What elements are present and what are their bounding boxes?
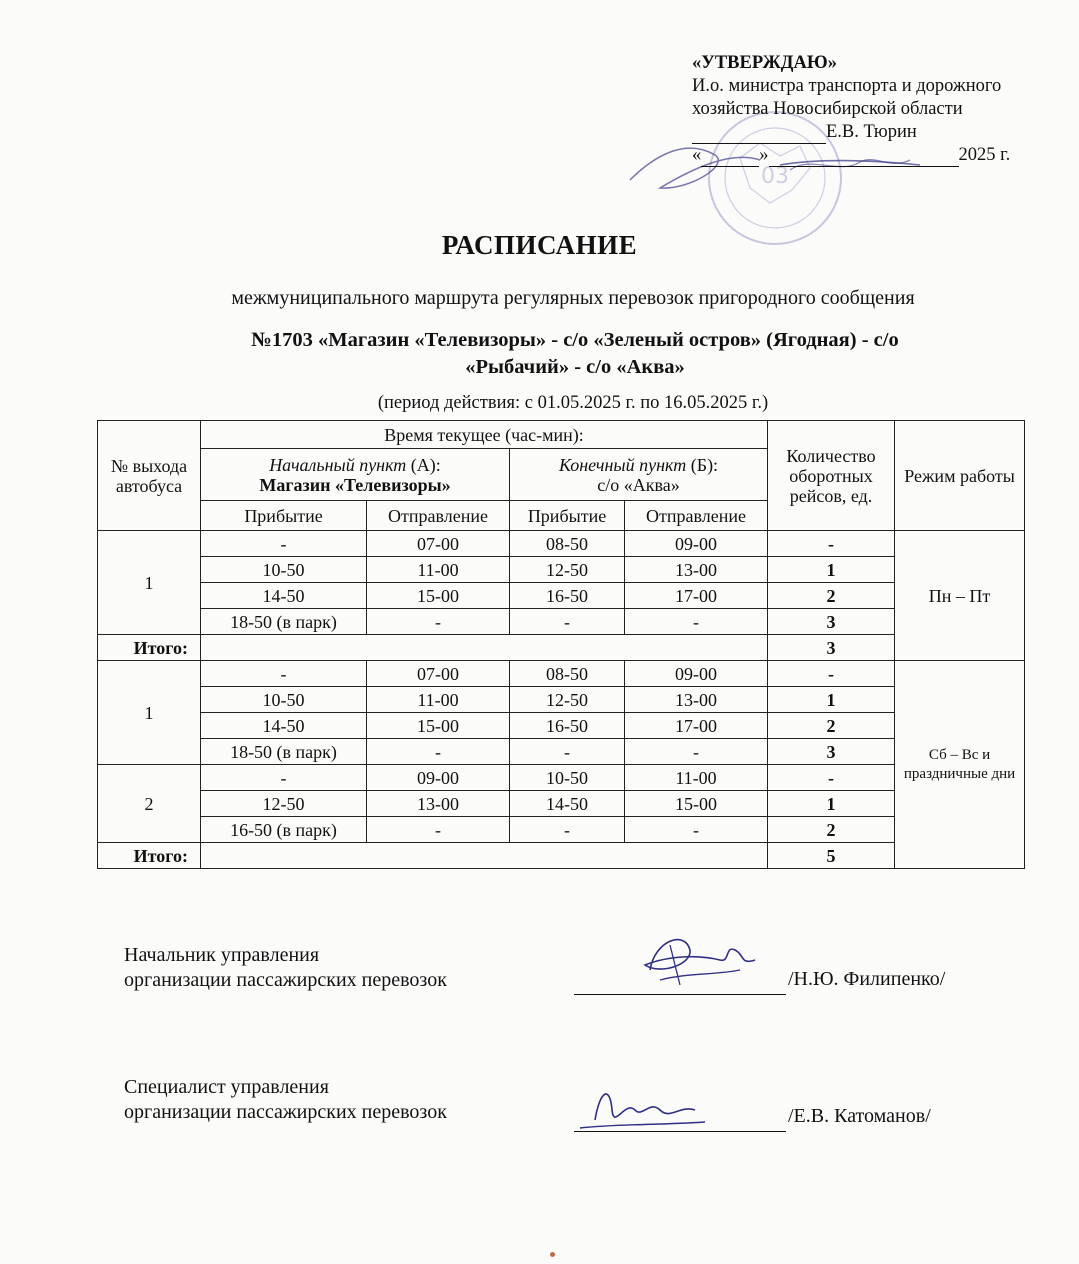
table-cell: 1	[768, 791, 895, 817]
approval-line-2: хозяйства Новосибирской области	[692, 99, 963, 119]
table-cell: 1	[768, 557, 895, 583]
table-cell: 17-00	[625, 583, 768, 609]
table-cell: 15-00	[367, 713, 510, 739]
weekday-exit-number: 1	[98, 531, 201, 635]
signer-1-signature	[630, 925, 780, 1000]
table-row	[98, 687, 1025, 713]
table-cell: 18-50 (в парк)	[201, 609, 367, 635]
table-row	[98, 765, 1025, 791]
table-row	[98, 661, 1025, 687]
table-cell: 07-00	[367, 661, 510, 687]
table-cell: 13-00	[367, 791, 510, 817]
weekday-total-empty	[201, 635, 768, 661]
weekday-mode: Пн – Пт	[895, 531, 1025, 661]
table-cell: 14-50	[201, 583, 367, 609]
approval-block	[692, 52, 1010, 167]
table-cell: -	[625, 817, 768, 843]
header-end-point	[510, 449, 768, 501]
header-end-arrival: Прибытие	[510, 501, 625, 531]
table-cell: -	[201, 661, 367, 687]
table-cell: -	[768, 765, 895, 791]
table-cell: -	[768, 531, 895, 557]
signer-2-name: /Е.В. Катоманов/	[788, 1105, 931, 1127]
paper-speck	[550, 1252, 555, 1257]
signer-2-signature	[570, 1080, 710, 1145]
header-start-arrival: Прибытие	[201, 501, 367, 531]
header-exit-number: № выхода автобуса	[98, 421, 201, 531]
table-cell: -	[510, 739, 625, 765]
table-row	[98, 557, 1025, 583]
route-line-1: №1703 «Магазин «Телевизоры» - с/о «Зеленый остров» (Ягодная) - с/о	[251, 329, 899, 351]
table-cell: 17-00	[625, 713, 768, 739]
table-cell: 13-00	[625, 557, 768, 583]
table-row	[98, 609, 1025, 635]
approval-name-row	[692, 121, 1010, 144]
table-cell: 15-00	[367, 583, 510, 609]
header-mode: Режим работы	[895, 421, 1025, 531]
date-close-quote: »	[759, 145, 769, 165]
table-cell: -	[201, 765, 367, 791]
weekend-total-row	[98, 843, 1025, 869]
table-cell: -	[625, 609, 768, 635]
signature-block-2	[124, 1075, 447, 1125]
document-title: РАСПИСАНИЕ	[441, 230, 638, 260]
table-cell: -	[367, 817, 510, 843]
start-point-code: (А):	[406, 454, 441, 475]
table-cell: 10-50	[510, 765, 625, 791]
table-cell: 15-00	[625, 791, 768, 817]
header-trips: Количество оборотных рейсов, ед.	[768, 421, 895, 531]
date-month-line	[769, 148, 959, 167]
table-cell: 10-50	[201, 557, 367, 583]
weekday-total-value: 3	[768, 635, 895, 661]
weekend-total-value: 5	[768, 843, 895, 869]
schedule-table	[97, 420, 1025, 869]
table-cell: 18-50 (в парк)	[201, 739, 367, 765]
table-cell: 16-50	[510, 713, 625, 739]
table-row	[98, 739, 1025, 765]
signer-1-title-line-2: организации пассажирских перевозок	[124, 969, 447, 991]
table-cell: 13-00	[625, 687, 768, 713]
route-name	[90, 327, 1060, 381]
table-row	[98, 817, 1025, 843]
signer-2-title-line-1: Специалист управления	[124, 1076, 329, 1098]
weekend-total-label: Итого:	[98, 843, 201, 869]
table-row	[98, 713, 1025, 739]
table-row	[98, 583, 1025, 609]
header-start-point	[201, 449, 510, 501]
start-point-name: Магазин «Телевизоры»	[259, 474, 451, 495]
weekday-total-row	[98, 635, 1025, 661]
weekend-total-empty	[201, 843, 768, 869]
table-cell: 11-00	[367, 687, 510, 713]
weekend-exit-number-2: 2	[98, 765, 201, 843]
table-cell: 16-50	[510, 583, 625, 609]
table-cell: 14-50	[510, 791, 625, 817]
header-end-departure: Отправление	[625, 501, 768, 531]
approval-year: 2025 г.	[958, 145, 1011, 165]
table-cell: 07-00	[367, 531, 510, 557]
route-line-2: «Рыбачий» - с/о «Аква»	[465, 356, 685, 378]
table-cell: 11-00	[625, 765, 768, 791]
approval-heading: «УТВЕРЖДАЮ»	[692, 53, 837, 73]
approval-line-1: И.о. министра транспорта и дорожного	[692, 76, 1002, 96]
table-cell: 3	[768, 609, 895, 635]
table-cell: 08-50	[510, 531, 625, 557]
weekday-total-label: Итого:	[98, 635, 201, 661]
weekend-mode: Сб – Вс и праздничные дни	[895, 661, 1025, 869]
end-point-label: Конечный пункт	[558, 454, 687, 475]
table-cell: 14-50	[201, 713, 367, 739]
table-cell: 2	[768, 583, 895, 609]
table-cell: 08-50	[510, 661, 625, 687]
table-cell: 12-50	[201, 791, 367, 817]
table-row	[98, 531, 1025, 557]
table-cell: 11-00	[367, 557, 510, 583]
table-cell: -	[625, 739, 768, 765]
date-open-quote: «	[692, 145, 702, 165]
validity-period: (период действия: с 01.05.2025 г. по 16.05.2025 г.)	[377, 393, 769, 413]
table-cell: 12-50	[510, 687, 625, 713]
table-cell: -	[201, 531, 367, 557]
table-cell: -	[367, 739, 510, 765]
approver-name: Е.В. Тюрин	[826, 122, 917, 142]
signer-1-title-line-1: Начальник управления	[124, 944, 320, 966]
table-cell: 10-50	[201, 687, 367, 713]
signer-2-title-line-2: организации пассажирских перевозок	[124, 1101, 447, 1123]
signature-block-1	[124, 943, 447, 993]
table-row	[98, 791, 1025, 817]
header-start-departure: Отправление	[367, 501, 510, 531]
table-cell: 09-00	[625, 661, 768, 687]
table-cell: -	[367, 609, 510, 635]
table-cell: -	[510, 817, 625, 843]
table-cell: 2	[768, 817, 895, 843]
end-point-code: (Б):	[686, 454, 719, 475]
header-time: Время текущее (час-мин):	[201, 421, 768, 449]
approval-date-row	[692, 144, 1010, 167]
approval-signature-line	[692, 125, 826, 144]
table-cell: 09-00	[625, 531, 768, 557]
table-cell: 16-50 (в парк)	[201, 817, 367, 843]
end-point-name: с/о «Аква»	[597, 474, 680, 495]
table-cell: 1	[768, 687, 895, 713]
table-cell: -	[510, 609, 625, 635]
table-cell: 3	[768, 739, 895, 765]
date-day-line	[701, 148, 759, 167]
table-cell: 09-00	[367, 765, 510, 791]
table-cell: 2	[768, 713, 895, 739]
start-point-label: Начальный пункт	[269, 454, 407, 475]
table-cell: 12-50	[510, 557, 625, 583]
weekend-exit-number-1: 1	[98, 661, 201, 765]
signer-1-name: /Н.Ю. Филипенко/	[788, 968, 946, 990]
table-cell: -	[768, 661, 895, 687]
svg-text:03: 03	[761, 164, 789, 189]
document-subtitle: межмуниципального маршрута регулярных перевозок пригородного сообщения	[231, 287, 915, 309]
